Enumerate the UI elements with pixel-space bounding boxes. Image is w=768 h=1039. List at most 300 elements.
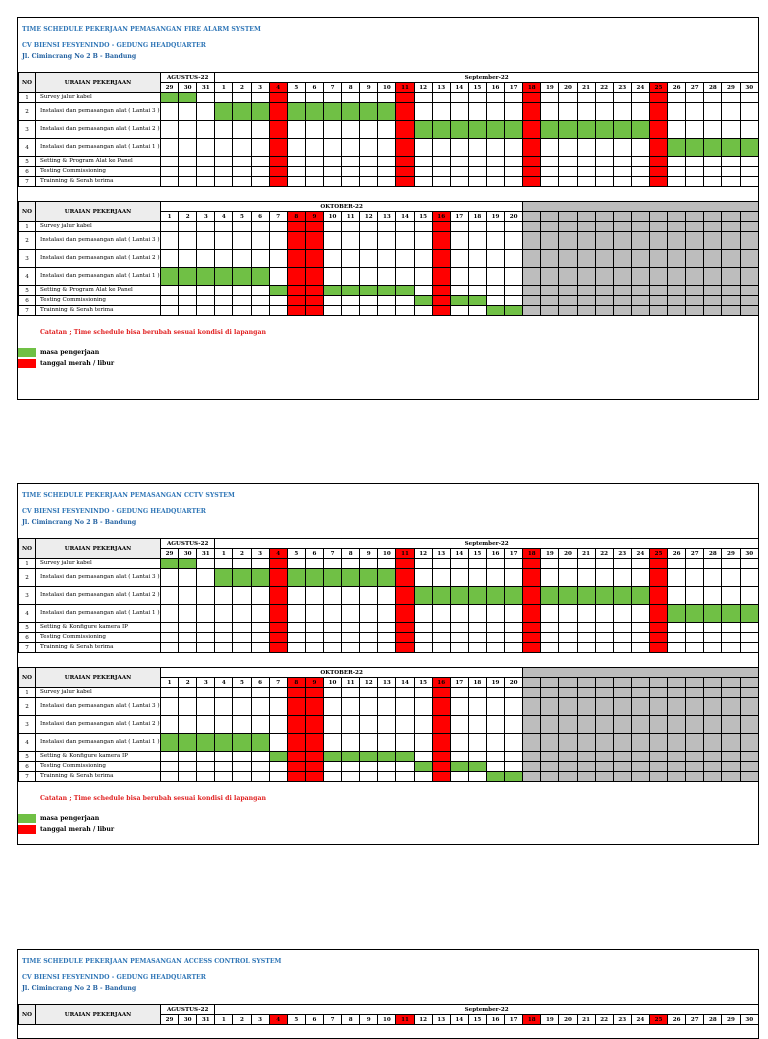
day-cell bbox=[269, 232, 287, 250]
inactive-cell bbox=[668, 716, 686, 734]
day-cell bbox=[668, 93, 686, 103]
task-name: Testing Commissioning bbox=[36, 167, 161, 177]
day-cell bbox=[505, 93, 523, 103]
inactive-cell bbox=[704, 222, 722, 232]
day-cell bbox=[305, 587, 323, 605]
day-cell bbox=[197, 605, 215, 623]
inactive-cell bbox=[740, 772, 759, 782]
sheet-title: TIME SCHEDULE PEKERJAAN PEMASANGAN FIRE ALARM SYSTEM bbox=[22, 26, 261, 33]
inactive-cell bbox=[613, 698, 631, 716]
work-cell bbox=[378, 569, 396, 587]
day-cell bbox=[613, 633, 631, 643]
day-cell bbox=[722, 177, 740, 187]
day-cell bbox=[233, 752, 251, 762]
inactive-cell bbox=[577, 286, 595, 296]
day-cell bbox=[541, 605, 559, 623]
legend-work-label: masa pengerjaan bbox=[40, 815, 100, 822]
day-cell bbox=[342, 643, 360, 653]
day-cell bbox=[468, 752, 486, 762]
day-cell bbox=[740, 177, 759, 187]
task-row bbox=[19, 698, 759, 716]
holiday-cell bbox=[305, 752, 323, 762]
day-cell bbox=[396, 268, 414, 286]
day-cell bbox=[179, 698, 197, 716]
day-header: 3 bbox=[251, 83, 269, 93]
work-cell bbox=[287, 569, 305, 587]
legend-work bbox=[18, 814, 99, 823]
holiday-cell bbox=[287, 716, 305, 734]
day-cell bbox=[215, 177, 233, 187]
day-cell bbox=[722, 623, 740, 633]
holiday-cell bbox=[649, 121, 667, 139]
day-cell bbox=[505, 222, 523, 232]
day-cell bbox=[704, 623, 722, 633]
work-cell bbox=[251, 268, 269, 286]
inactive-cell bbox=[559, 212, 577, 222]
day-cell bbox=[161, 103, 179, 121]
holiday-cell bbox=[287, 222, 305, 232]
day-cell bbox=[486, 643, 504, 653]
day-cell bbox=[342, 734, 360, 752]
day-cell bbox=[541, 103, 559, 121]
task-name: Instalasi dan pemasangan alat ( Lantai 1 ) bbox=[36, 734, 161, 752]
day-cell bbox=[668, 633, 686, 643]
day-cell bbox=[215, 121, 233, 139]
day-cell bbox=[305, 93, 323, 103]
inactive-cell bbox=[541, 232, 559, 250]
day-header: 15 bbox=[414, 212, 432, 222]
day-header: 15 bbox=[414, 678, 432, 688]
day-cell bbox=[486, 93, 504, 103]
work-cell bbox=[486, 306, 504, 316]
work-cell bbox=[323, 752, 341, 762]
inactive-cell bbox=[740, 734, 759, 752]
holiday-cell bbox=[396, 559, 414, 569]
day-cell bbox=[577, 633, 595, 643]
day-cell bbox=[450, 633, 468, 643]
day-cell bbox=[360, 167, 378, 177]
day-cell bbox=[251, 559, 269, 569]
day-cell bbox=[360, 762, 378, 772]
day-cell bbox=[161, 157, 179, 167]
task-no: 2 bbox=[19, 698, 36, 716]
holiday-cell bbox=[396, 139, 414, 157]
day-cell bbox=[541, 623, 559, 633]
day-cell bbox=[323, 139, 341, 157]
day-header: 9 bbox=[360, 549, 378, 559]
day-cell bbox=[686, 587, 704, 605]
inactive-cell bbox=[704, 698, 722, 716]
day-cell bbox=[378, 121, 396, 139]
inactive-cell bbox=[541, 762, 559, 772]
inactive-cell bbox=[577, 734, 595, 752]
day-cell bbox=[305, 633, 323, 643]
task-row bbox=[19, 633, 759, 643]
inactive-cell bbox=[704, 286, 722, 296]
day-header: 25 bbox=[649, 549, 667, 559]
day-cell bbox=[378, 623, 396, 633]
day-cell bbox=[432, 139, 450, 157]
day-header: 20 bbox=[559, 83, 577, 93]
work-cell bbox=[378, 103, 396, 121]
day-cell bbox=[179, 250, 197, 268]
day-cell bbox=[414, 734, 432, 752]
day-cell bbox=[161, 139, 179, 157]
schedule-sheet-cctv bbox=[17, 483, 759, 845]
day-header: 21 bbox=[577, 549, 595, 559]
day-cell bbox=[378, 250, 396, 268]
inactive-cell bbox=[686, 772, 704, 782]
day-header: 4 bbox=[269, 549, 287, 559]
day-cell bbox=[360, 772, 378, 782]
day-header: 26 bbox=[668, 549, 686, 559]
holiday-cell bbox=[269, 587, 287, 605]
inactive-cell bbox=[649, 772, 667, 782]
holiday-cell bbox=[269, 177, 287, 187]
day-cell bbox=[450, 157, 468, 167]
day-header: 6 bbox=[305, 83, 323, 93]
holiday-cell bbox=[305, 250, 323, 268]
day-header: 27 bbox=[686, 549, 704, 559]
inactive-cell bbox=[595, 698, 613, 716]
day-header: 4 bbox=[215, 678, 233, 688]
task-no: 6 bbox=[19, 296, 36, 306]
day-cell bbox=[396, 734, 414, 752]
inactive-cell bbox=[668, 762, 686, 772]
day-cell bbox=[197, 167, 215, 177]
inactive-cell bbox=[722, 772, 740, 782]
day-cell bbox=[704, 157, 722, 167]
day-cell bbox=[215, 688, 233, 698]
day-cell bbox=[161, 633, 179, 643]
work-cell bbox=[486, 121, 504, 139]
day-cell bbox=[269, 698, 287, 716]
task-name: Testing Commissioning bbox=[36, 296, 161, 306]
legend-work bbox=[18, 348, 99, 357]
day-cell bbox=[631, 157, 649, 167]
inactive-cell bbox=[722, 286, 740, 296]
inactive-cell bbox=[740, 212, 759, 222]
day-cell bbox=[414, 250, 432, 268]
inactive-cell bbox=[686, 212, 704, 222]
day-cell bbox=[631, 139, 649, 157]
day-cell bbox=[179, 716, 197, 734]
day-cell bbox=[215, 762, 233, 772]
day-cell bbox=[233, 286, 251, 296]
day-cell bbox=[251, 752, 269, 762]
work-cell bbox=[486, 772, 504, 782]
day-cell bbox=[595, 559, 613, 569]
day-cell bbox=[613, 643, 631, 653]
day-cell bbox=[505, 559, 523, 569]
task-row bbox=[19, 306, 759, 316]
day-header: 8 bbox=[287, 212, 305, 222]
day-cell bbox=[215, 643, 233, 653]
work-cell bbox=[740, 605, 759, 623]
day-cell bbox=[233, 167, 251, 177]
day-cell bbox=[251, 762, 269, 772]
day-cell bbox=[269, 250, 287, 268]
day-cell bbox=[179, 157, 197, 167]
task-no: 7 bbox=[19, 643, 36, 653]
day-header: 6 bbox=[251, 678, 269, 688]
task-no: 6 bbox=[19, 762, 36, 772]
day-cell bbox=[396, 762, 414, 772]
holiday-cell bbox=[523, 121, 541, 139]
inactive-cell bbox=[595, 232, 613, 250]
day-cell bbox=[668, 643, 686, 653]
day-cell bbox=[740, 569, 759, 587]
holiday-cell bbox=[269, 559, 287, 569]
day-cell bbox=[197, 103, 215, 121]
work-cell bbox=[505, 306, 523, 316]
day-cell bbox=[668, 559, 686, 569]
day-cell bbox=[468, 250, 486, 268]
day-header: 28 bbox=[704, 83, 722, 93]
inactive-cell bbox=[649, 250, 667, 268]
work-cell bbox=[378, 286, 396, 296]
holiday-cell bbox=[649, 605, 667, 623]
day-cell bbox=[251, 605, 269, 623]
day-cell bbox=[486, 605, 504, 623]
inactive-cell bbox=[686, 716, 704, 734]
day-cell bbox=[631, 167, 649, 177]
day-cell bbox=[740, 121, 759, 139]
day-cell bbox=[704, 587, 722, 605]
holiday-cell bbox=[269, 569, 287, 587]
day-header: 11 bbox=[342, 678, 360, 688]
work-cell bbox=[704, 605, 722, 623]
day-cell bbox=[631, 569, 649, 587]
day-header: 10 bbox=[378, 549, 396, 559]
day-cell bbox=[179, 633, 197, 643]
inactive-cell bbox=[595, 250, 613, 268]
day-cell bbox=[323, 762, 341, 772]
day-header: 27 bbox=[686, 1015, 704, 1025]
day-cell bbox=[323, 772, 341, 782]
company-name: CV BIENSI FESYENINDO - GEDUNG HEADQUARTER bbox=[22, 974, 206, 981]
inactive-cell bbox=[740, 268, 759, 286]
work-cell bbox=[595, 121, 613, 139]
day-header: 15 bbox=[468, 1015, 486, 1025]
task-no: 1 bbox=[19, 688, 36, 698]
day-cell bbox=[197, 177, 215, 187]
day-cell bbox=[468, 772, 486, 782]
work-cell bbox=[613, 121, 631, 139]
task-name: Trainning & Serah terima bbox=[36, 772, 161, 782]
day-header: 20 bbox=[559, 549, 577, 559]
day-cell bbox=[197, 232, 215, 250]
holiday-cell bbox=[396, 167, 414, 177]
day-cell bbox=[505, 762, 523, 772]
inactive-cell bbox=[686, 698, 704, 716]
day-cell bbox=[287, 643, 305, 653]
day-cell bbox=[613, 157, 631, 167]
task-row bbox=[19, 103, 759, 121]
day-cell bbox=[468, 633, 486, 643]
legend-holiday bbox=[18, 359, 114, 368]
day-cell bbox=[396, 688, 414, 698]
inactive-cell bbox=[668, 286, 686, 296]
day-cell bbox=[233, 306, 251, 316]
day-cell bbox=[486, 250, 504, 268]
day-header: 9 bbox=[360, 1015, 378, 1025]
inactive-cell bbox=[523, 250, 541, 268]
holiday-cell bbox=[523, 103, 541, 121]
day-header: 2 bbox=[233, 83, 251, 93]
inactive-cell bbox=[523, 306, 541, 316]
inactive-cell bbox=[686, 222, 704, 232]
task-name: Survey jalur kabel bbox=[36, 688, 161, 698]
day-cell bbox=[505, 716, 523, 734]
inactive-cell bbox=[704, 678, 722, 688]
day-cell bbox=[613, 93, 631, 103]
task-no: 5 bbox=[19, 623, 36, 633]
day-cell bbox=[505, 157, 523, 167]
inactive-cell bbox=[668, 698, 686, 716]
inactive-cell bbox=[577, 232, 595, 250]
inactive-cell bbox=[631, 286, 649, 296]
task-name: Instalasi dan pemasangan alat ( Lantai 3 ) bbox=[36, 698, 161, 716]
inactive-cell bbox=[631, 716, 649, 734]
day-header: 22 bbox=[595, 83, 613, 93]
day-cell bbox=[179, 306, 197, 316]
day-cell bbox=[740, 623, 759, 633]
work-cell bbox=[631, 121, 649, 139]
day-cell bbox=[595, 633, 613, 643]
inactive-cell bbox=[523, 698, 541, 716]
holiday-cell bbox=[269, 121, 287, 139]
day-cell bbox=[323, 268, 341, 286]
day-cell bbox=[233, 587, 251, 605]
day-header: 30 bbox=[740, 549, 759, 559]
day-header: 2 bbox=[179, 212, 197, 222]
inactive-cell bbox=[704, 268, 722, 286]
work-cell bbox=[432, 121, 450, 139]
day-cell bbox=[613, 605, 631, 623]
day-header: 5 bbox=[287, 83, 305, 93]
holiday-cell bbox=[269, 167, 287, 177]
month-header-sep: September-22 bbox=[215, 73, 759, 83]
task-row bbox=[19, 121, 759, 139]
holiday-cell bbox=[396, 177, 414, 187]
day-header: 17 bbox=[505, 549, 523, 559]
day-cell bbox=[704, 177, 722, 187]
holiday-cell bbox=[432, 688, 450, 698]
day-cell bbox=[432, 157, 450, 167]
task-row bbox=[19, 167, 759, 177]
day-header: 7 bbox=[269, 212, 287, 222]
day-cell bbox=[668, 167, 686, 177]
day-cell bbox=[414, 157, 432, 167]
day-cell bbox=[486, 167, 504, 177]
day-cell bbox=[432, 633, 450, 643]
day-cell bbox=[378, 139, 396, 157]
day-header: 5 bbox=[233, 212, 251, 222]
day-cell bbox=[360, 587, 378, 605]
inactive-cell bbox=[704, 250, 722, 268]
inactive-cell bbox=[613, 734, 631, 752]
day-cell bbox=[595, 643, 613, 653]
task-name: Survey jalur kabel bbox=[36, 222, 161, 232]
day-header: 1 bbox=[215, 83, 233, 93]
inactive-cell bbox=[722, 212, 740, 222]
inactive-cell bbox=[577, 698, 595, 716]
task-row bbox=[19, 605, 759, 623]
day-header: 8 bbox=[287, 678, 305, 688]
day-cell bbox=[233, 698, 251, 716]
day-cell bbox=[668, 103, 686, 121]
day-cell bbox=[378, 167, 396, 177]
holiday-cell bbox=[287, 772, 305, 782]
holiday-cell bbox=[523, 157, 541, 167]
day-cell bbox=[704, 633, 722, 643]
day-cell bbox=[468, 559, 486, 569]
inactive-cell bbox=[541, 678, 559, 688]
schedule-sheet-access-control bbox=[17, 949, 759, 1039]
work-cell bbox=[414, 762, 432, 772]
day-cell bbox=[450, 623, 468, 633]
day-cell bbox=[323, 157, 341, 167]
holiday-cell bbox=[432, 250, 450, 268]
inactive-cell bbox=[740, 296, 759, 306]
inactive-cell bbox=[613, 222, 631, 232]
inactive-cell bbox=[577, 762, 595, 772]
day-header: 31 bbox=[197, 1015, 215, 1025]
day-cell bbox=[722, 559, 740, 569]
day-cell bbox=[468, 698, 486, 716]
holiday-cell bbox=[287, 688, 305, 698]
day-cell bbox=[233, 559, 251, 569]
inactive-cell bbox=[740, 762, 759, 772]
day-header: 17 bbox=[450, 212, 468, 222]
day-header: 8 bbox=[342, 83, 360, 93]
day-cell bbox=[233, 762, 251, 772]
inactive-cell bbox=[613, 268, 631, 286]
holiday-swatch bbox=[18, 359, 36, 368]
day-cell bbox=[305, 623, 323, 633]
day-cell bbox=[323, 93, 341, 103]
day-cell bbox=[414, 103, 432, 121]
task-no: 1 bbox=[19, 93, 36, 103]
day-cell bbox=[215, 296, 233, 306]
day-cell bbox=[287, 633, 305, 643]
work-cell bbox=[414, 587, 432, 605]
inactive-cell bbox=[722, 716, 740, 734]
day-cell bbox=[559, 167, 577, 177]
day-cell bbox=[486, 157, 504, 167]
day-cell bbox=[505, 734, 523, 752]
day-cell bbox=[722, 167, 740, 177]
work-cell bbox=[541, 121, 559, 139]
work-cell bbox=[269, 286, 287, 296]
day-header: 12 bbox=[414, 549, 432, 559]
work-cell bbox=[414, 296, 432, 306]
day-cell bbox=[486, 222, 504, 232]
day-header: 11 bbox=[396, 83, 414, 93]
inactive-cell bbox=[523, 752, 541, 762]
day-cell bbox=[505, 623, 523, 633]
day-cell bbox=[161, 121, 179, 139]
inactive-cell bbox=[559, 772, 577, 782]
day-header: 28 bbox=[704, 1015, 722, 1025]
inactive-cell bbox=[559, 678, 577, 688]
work-cell bbox=[233, 103, 251, 121]
task-row bbox=[19, 250, 759, 268]
day-cell bbox=[179, 103, 197, 121]
inactive-cell bbox=[541, 752, 559, 762]
inactive-cell bbox=[740, 250, 759, 268]
